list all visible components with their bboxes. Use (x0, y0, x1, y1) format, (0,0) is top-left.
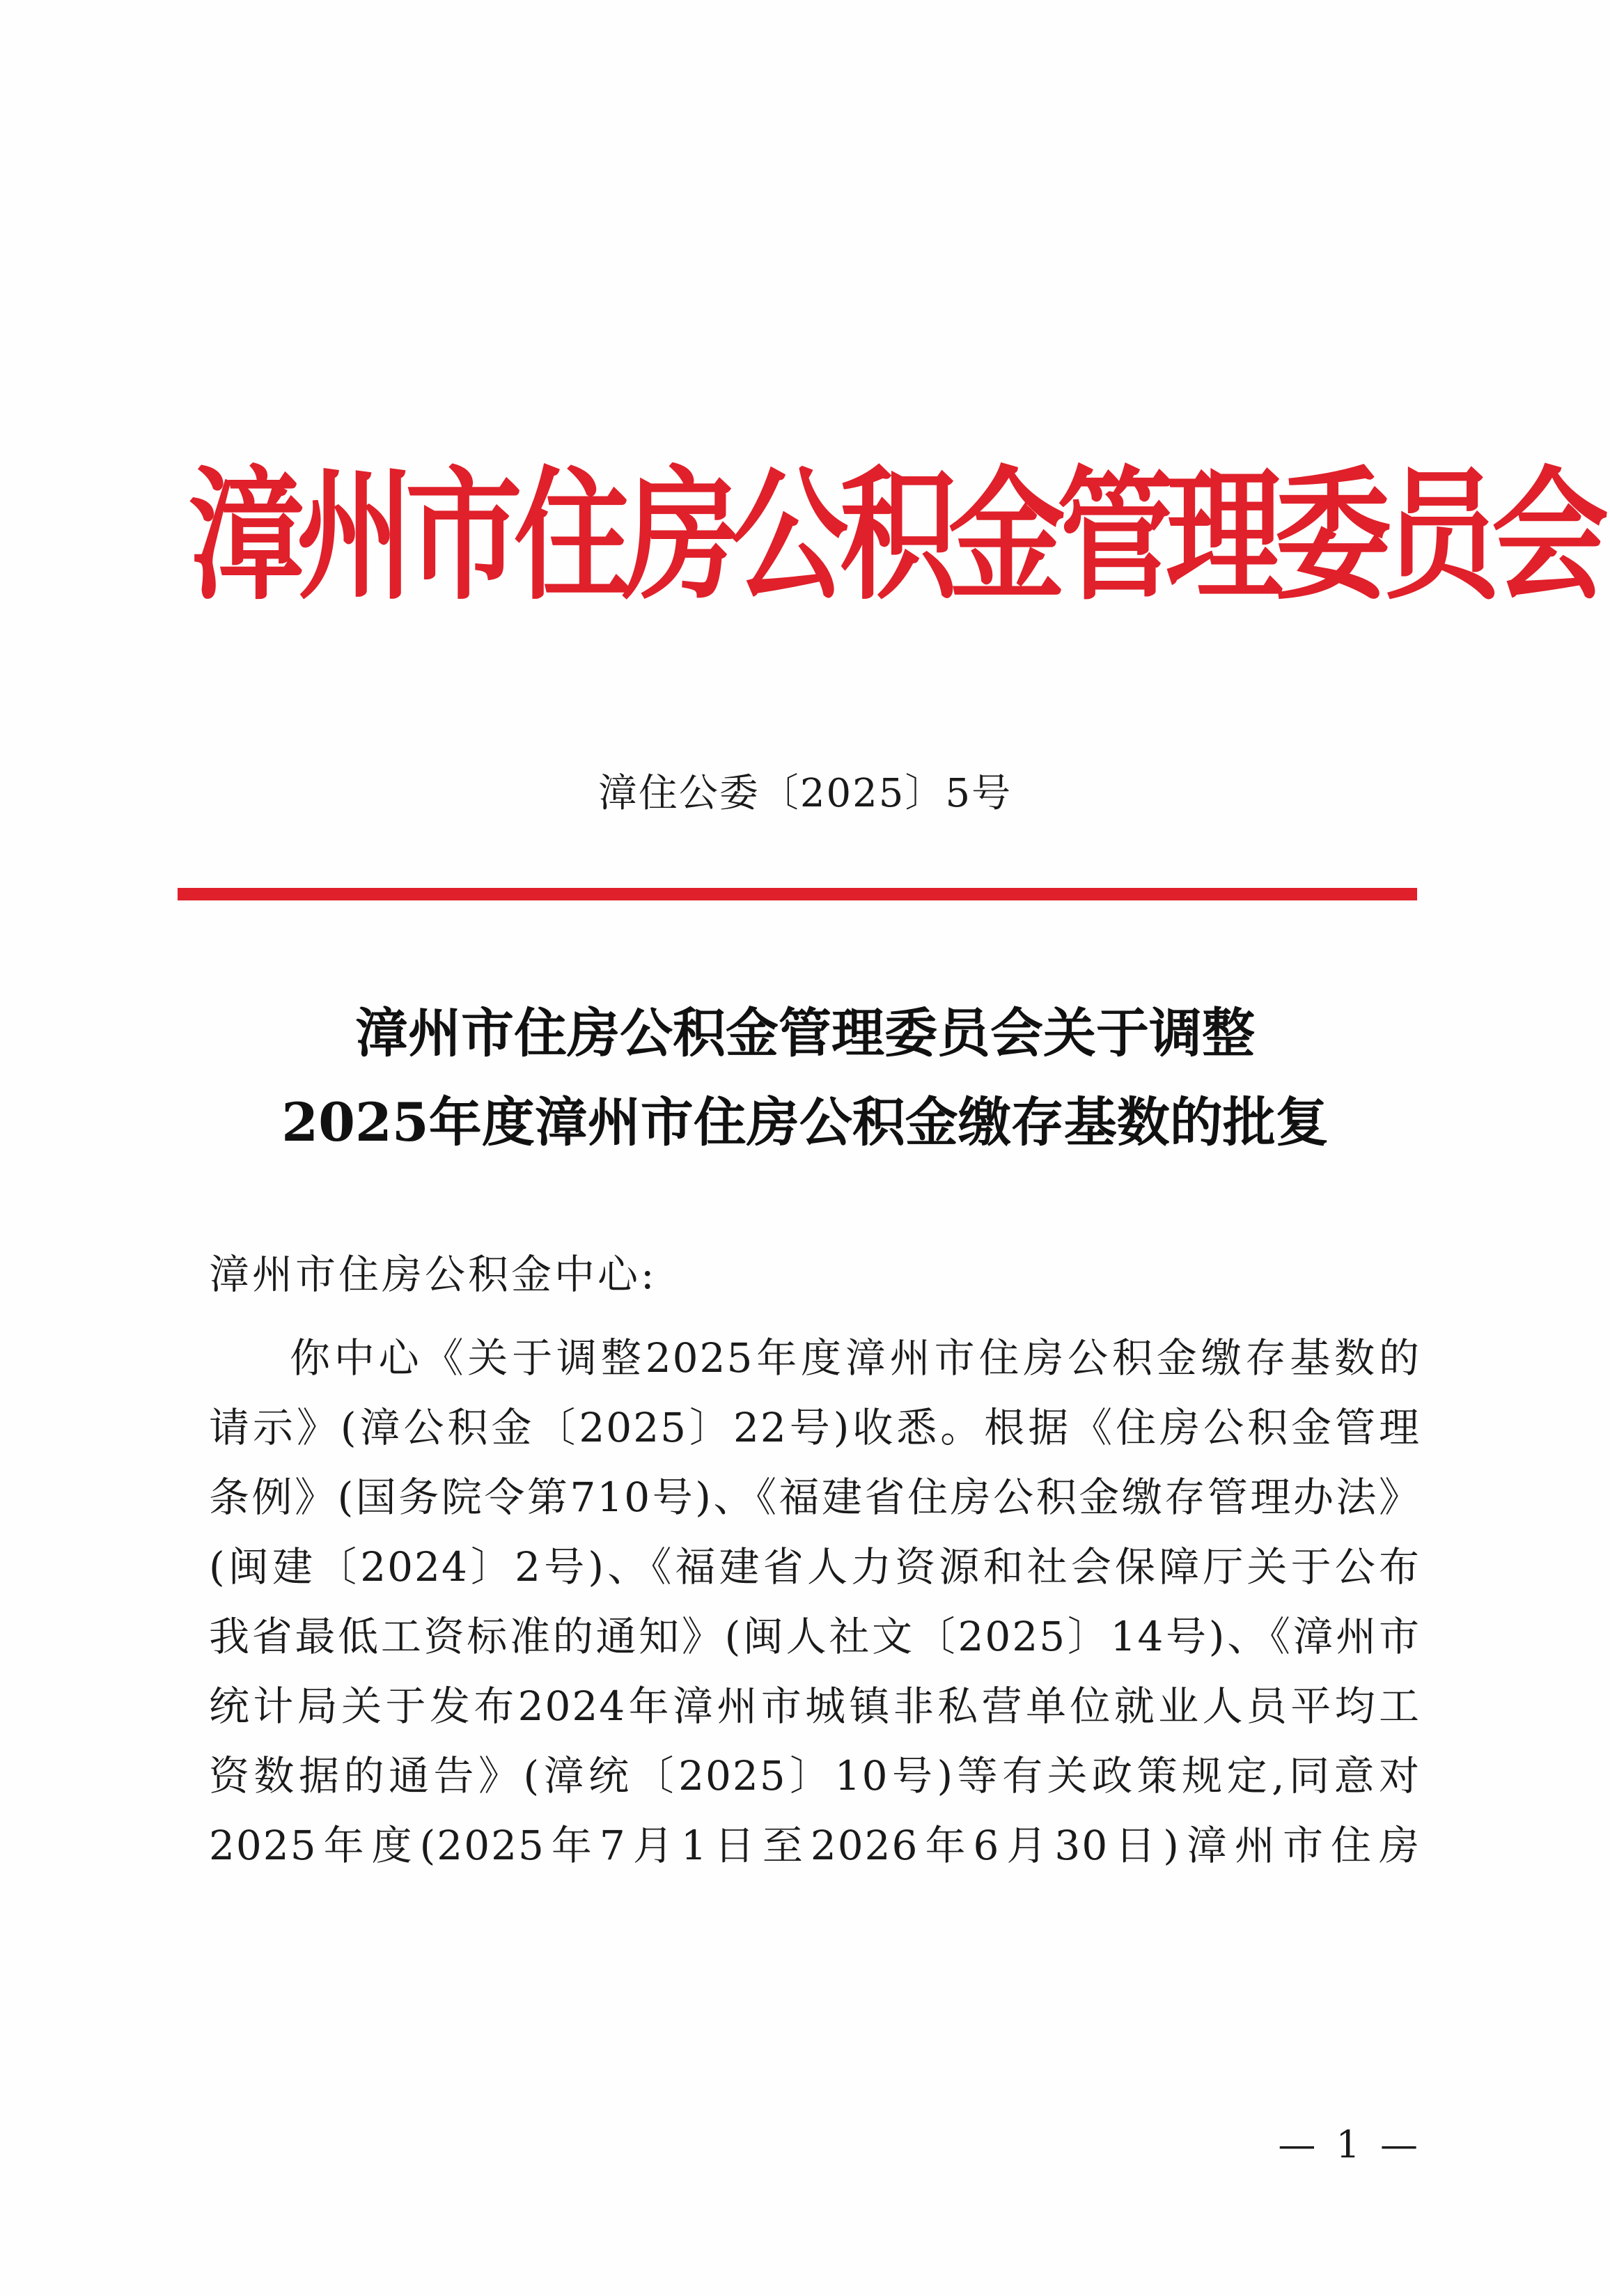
body-line: 条例》(国务院令第710号)、《福建省住房公积金缴存管理办法》 (209, 1474, 1421, 1521)
document-title (0, 989, 1610, 1167)
body-line: 统计局关于发布2024年漳州市城镇非私营单位就业人员平均工 (209, 1682, 1421, 1730)
title-line-1: 漳州市住房公积金管理委员会关于调整 (355, 1002, 1255, 1064)
page-number: — 1 — (1278, 2123, 1422, 2166)
issuing-organization-header: 漳州市住房公积金管理委员会 (188, 453, 1600, 620)
body-line: (闽建〔2024〕2号)、《福建省人力资源和社会保障厅关于公布 (209, 1543, 1421, 1591)
recipient-salutation: 漳州市住房公积金中心: (209, 1251, 657, 1298)
body-text (209, 1323, 1421, 1880)
body-line: 你中心《关于调整2025年度漳州市住房公积金缴存基数的 (290, 1334, 1421, 1382)
body-line: 请示》(漳公积金〔2025〕22号)收悉。根据《住房公积金管理 (209, 1404, 1421, 1451)
red-divider-line (178, 888, 1417, 900)
document-number: 漳住公委〔2025〕5号 (597, 771, 1013, 816)
body-line: 资数据的通告》(漳统〔2025〕10号)等有关政策规定,同意对 (209, 1752, 1421, 1799)
body-line: 2025年度(2025年7月1日至2026年6月30日)漳州市住房 (209, 1822, 1421, 1869)
body-line: 我省最低工资标准的通知》(闽人社文〔2025〕14号)、《漳州市 (209, 1613, 1421, 1660)
title-line-2: 2025年度漳州市住房公积金缴存基数的批复 (281, 1091, 1329, 1153)
